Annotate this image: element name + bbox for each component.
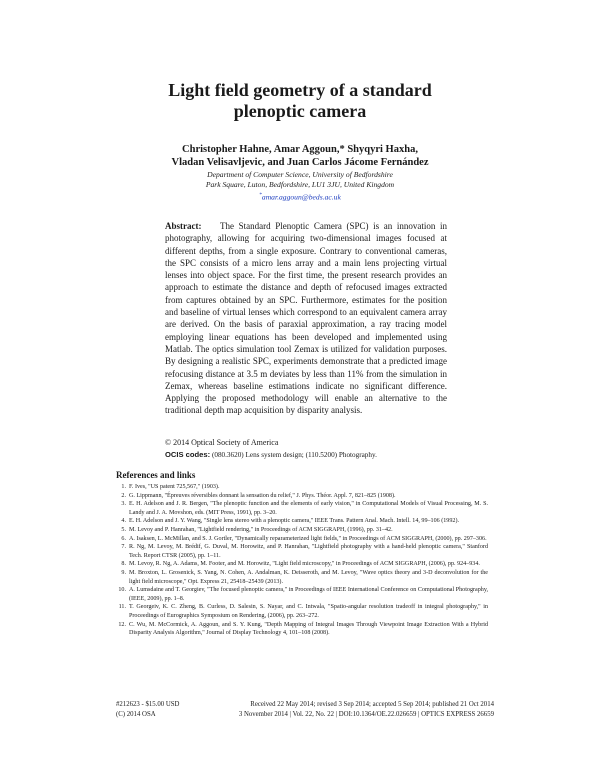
- reference-item: [116, 603, 488, 620]
- reference-number: 4.: [121, 518, 126, 525]
- reference-text: A. Isaksen, L. McMillan, and S. J. Gortler, "Dynamically reparameterized light fields," in Proceedings of ACM SIGGRAPH, (2000), pp. 297–306.: [129, 535, 487, 542]
- paper-title: [0, 80, 600, 122]
- reference-item: [116, 526, 488, 535]
- abstract-text: The Standard Plenoptic Camera (SPC) is an innovation in photography, allowing for acquiring two-dimensional images focused at different depths, from a single exposure. Contrary to conventional cameras, the SPC consists of a micro lens array and a main lens projecting virtual lenses into object space. For the first time, the present research provides an approach to estimate the distance and depth of refocused images extracted from captures obtained by an SPC. Furthermore, estimates for the position and baseline of virtual lenses which correspond to an equivalent camera array are derived. On the basis of paraxial approximation, a ray tracing model employing linear equations has been developed and implemented using Matlab. The optics simulation tool Zemax is utilized for validation purposes. By designing a realistic SPC, experiments demonstrate that a predicted image refocusing distance at 3.5 m deviates by less than 11% from the simulation in Zemax, whereas baseline estimations indicate no significant difference. Applying the proposed methodology will enable an alternative to the traditional depth map acquisition by disparity analysis.: [165, 221, 448, 416]
- footer-price: #212623 - $15.00 USD: [116, 701, 180, 708]
- reference-text: F. Ives, "US patent 725,567," (1903).: [129, 484, 220, 490]
- page-footer: [116, 700, 494, 720]
- reference-item: [116, 560, 488, 569]
- reference-text: M. Broxton, L. Grosenick, S. Yang, N. Cohen, A. Andalman, K. Deisseroth, and M. Levoy, "Wave optics theory and 3-D deconvolution for the light field microscope," Opt. Express 21, 25418–25439 (2013).: [129, 569, 488, 585]
- abstract-label: Abstract:: [165, 221, 202, 231]
- reference-number: 1.: [121, 484, 126, 490]
- abstract: [165, 220, 447, 417]
- reference-item: [116, 569, 488, 586]
- reference-text: A. Lumsdaine and T. Georgiev, "The focused plenoptic camera," in Proceedings of IEEE International Conference on Computational Photography, (IEEE, 2009), pp. 1–8.: [129, 587, 488, 602]
- reference-number: 11.: [118, 604, 126, 611]
- reference-number: 3.: [121, 501, 126, 508]
- reference-item: [116, 517, 488, 526]
- references-heading: References and links: [116, 470, 196, 480]
- reference-item: [116, 492, 488, 501]
- reference-item: [116, 621, 488, 638]
- authors-line-2: Vladan Velisavljevic, and Juan Carlos Jácome Fernández: [171, 157, 429, 168]
- reference-number: 12.: [118, 621, 126, 628]
- reference-number: 7.: [121, 544, 126, 551]
- reference-text: E. H. Adelson and J. Y. Wang, "Single lens stereo with a plenoptic camera," IEEE Trans. Pattern Anal. Mach. Intell. 14, 99–106 (1992).: [129, 518, 459, 525]
- reference-text: M. Levoy, R. Ng, A. Adams, M. Footer, and M. Horowitz, "Light field microscopy," in Proceedings of ACM SIGGRAPH, (2006), pp. 924–934.: [129, 561, 480, 568]
- affiliation: [0, 170, 600, 203]
- reference-number: 5.: [121, 526, 126, 533]
- reference-item: [116, 500, 488, 517]
- footer-journal-info: 3 November 2014 | Vol. 22, No. 22 | DOI:10.1364/OE.22.026659 | OPTICS EXPRESS 26659: [238, 711, 494, 718]
- author-list: [0, 143, 600, 169]
- reference-item: [116, 543, 488, 560]
- reference-number: 6.: [121, 535, 126, 542]
- reference-item: [116, 535, 488, 544]
- ocis-codes: [165, 450, 465, 460]
- reference-number: 9.: [121, 569, 126, 576]
- title-line-2: plenoptic camera: [233, 101, 367, 121]
- copyright-notice: © 2014 Optical Society of America: [165, 438, 279, 447]
- footer-copyright: (C) 2014 OSA: [116, 711, 156, 718]
- reference-number: 10.: [118, 587, 126, 594]
- reference-text: M. Levoy and P. Hanrahan, "Lightfield rendering," in Proceedings of ACM SIGGRAPH, (1996), pp. 31–42.: [129, 526, 393, 533]
- ocis-text: (080.3620) Lens system design; (110.5200) Photography.: [211, 451, 377, 459]
- footer-dates: Received 22 May 2014; revised 3 Sep 2014; accepted 5 Sep 2014; published 21 Oct 2014: [250, 701, 494, 708]
- reference-text: C. Wu, M. McCormick, A. Aggoun, and S. Y. Kung, "Depth Mapping of Integral Images Through Viewpoint Image Extraction With a Hybrid Disparity Analysis Algorithm," Journal of Display Technology 4, 101–108 (2008).: [129, 621, 488, 637]
- reference-list: [116, 483, 488, 638]
- reference-text: R. Ng, M. Levoy, M. Brédif, G. Duval, M. Horowitz, and P. Hanrahan, "Lightfield photography with a hand-held plenoptic camera," Stanford Tech. Report CTSR (2005), pp. 1–11.: [129, 544, 488, 559]
- ocis-label: OCIS codes:: [165, 450, 211, 459]
- reference-number: 2.: [121, 492, 126, 499]
- reference-number: 8.: [121, 561, 126, 568]
- affiliation-line-2: Park Square, Luton, Bedfordshire, LU1 3JU, United Kingdom: [205, 180, 395, 189]
- email-mark: *: [259, 192, 262, 198]
- reference-text: T. Georgeiv, K. C. Zheng, B. Curless, D. Salesin, S. Nayar, and C. Intwala, "Spatio-angular resolution tradeoff in integral photography," in Proceedings of Eurographics Symposium on Rendering, (2006), pp. 263–272.: [129, 604, 488, 619]
- email-address[interactable]: amar.aggoun@beds.ac.uk: [261, 192, 341, 202]
- reference-item: [116, 586, 488, 603]
- corresponding-email[interactable]: [0, 190, 600, 203]
- title-line-1: Light field geometry of a standard: [168, 80, 432, 100]
- affiliation-line-1: Department of Computer Science, University of Bedfordshire: [207, 170, 393, 179]
- reference-text: G. Lippmann, "Épreuves réversibles donnant la sensation du relief," J. Phys. Théor. Appl. 7, 821–825 (1908).: [129, 492, 396, 499]
- reference-text: E. H. Adelson and J. R. Bergen, "The plenoptic function and the elements of early vision," in Computational Models of Visual Processing, M. S. Landy and J. A. Movshon, eds. (MIT Press, 1991), pp. 3–20.: [129, 501, 488, 516]
- authors-line-1: Christopher Hahne, Amar Aggoun,* Shyqyri Haxha,: [182, 144, 418, 155]
- reference-item: [116, 483, 488, 492]
